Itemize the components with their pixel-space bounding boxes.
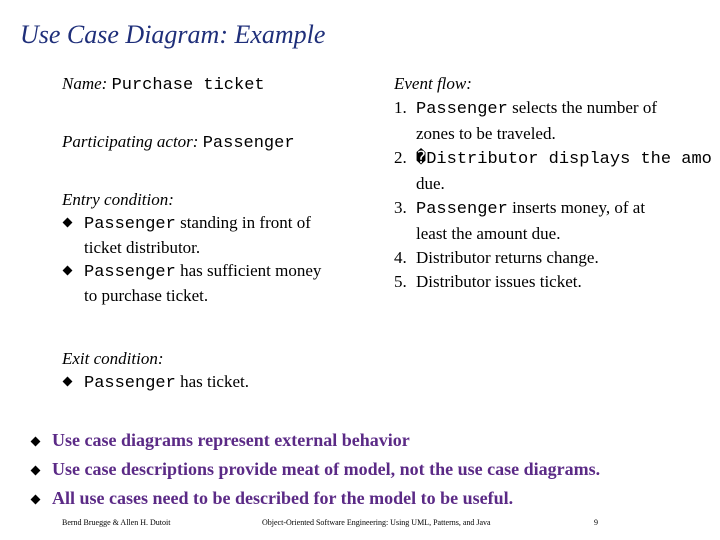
entry-item-code: Passenger bbox=[84, 215, 176, 234]
name-label: Name: bbox=[62, 74, 108, 93]
event-step-number: 1. bbox=[394, 98, 407, 117]
use-case-left-column bbox=[62, 72, 372, 395]
entry-item-text-cont: to purchase ticket. bbox=[84, 286, 209, 305]
exit-label: Exit condition: bbox=[62, 349, 164, 368]
event-step-code: �Distributor displays the amo bbox=[416, 150, 712, 169]
diamond-bullet-icon bbox=[63, 218, 73, 228]
footer-book-title: Object-Oriented Software Engineering: Using UML, Patterns, and Java bbox=[262, 518, 491, 527]
event-step-number: 2. bbox=[394, 148, 407, 167]
entry-item-text: standing in front of bbox=[175, 213, 311, 232]
summary-item bbox=[30, 488, 600, 517]
event-step-text: Distributor returns change. bbox=[416, 248, 599, 267]
event-step bbox=[394, 96, 720, 146]
entry-item bbox=[62, 211, 372, 259]
diamond-bullet-icon bbox=[63, 377, 73, 387]
actor-value: Passenger bbox=[202, 134, 295, 153]
event-step bbox=[394, 246, 720, 270]
diamond-bullet-icon bbox=[63, 266, 73, 276]
event-step-code: Passenger bbox=[416, 100, 508, 119]
event-step bbox=[394, 146, 720, 196]
exit-condition bbox=[62, 347, 372, 395]
actor-label: Participating actor: bbox=[62, 132, 199, 151]
diamond-bullet-icon bbox=[31, 466, 41, 476]
summary-item bbox=[30, 430, 600, 459]
summary-item-text: Use case descriptions provide meat of model, not the use case diagrams. bbox=[52, 459, 601, 479]
event-flow-label: Event flow: bbox=[394, 74, 472, 93]
summary-item-text: Use case diagrams represent external behavior bbox=[52, 430, 410, 450]
diamond-bullet-icon bbox=[31, 495, 41, 505]
summary-list bbox=[30, 430, 600, 517]
event-step-number: 5. bbox=[394, 272, 407, 291]
event-step-text-cont: zones to be traveled. bbox=[416, 124, 556, 143]
event-step bbox=[394, 270, 720, 294]
exit-item-text: has ticket. bbox=[175, 372, 249, 391]
diamond-bullet-icon bbox=[31, 437, 41, 447]
entry-item-text: has sufficient money bbox=[175, 261, 322, 280]
entry-item-code: Passenger bbox=[84, 263, 176, 282]
event-step-text: selects the number of bbox=[507, 98, 658, 117]
actor-row bbox=[62, 130, 372, 155]
summary-item-text: All use cases need to be described for the model to be useful. bbox=[52, 488, 514, 508]
entry-item bbox=[62, 259, 372, 307]
summary-item bbox=[30, 459, 600, 488]
event-step-number: 4. bbox=[394, 248, 407, 267]
entry-condition bbox=[62, 188, 372, 307]
exit-item-code: Passenger bbox=[84, 374, 176, 393]
footer-page-number: 9 bbox=[594, 518, 598, 527]
entry-item-text-cont: ticket distributor. bbox=[84, 238, 201, 257]
event-step-text-cont: least the amount due. bbox=[416, 224, 561, 243]
name-row bbox=[62, 72, 372, 97]
entry-label: Entry condition: bbox=[62, 190, 174, 209]
event-step-text-cont: due. bbox=[416, 174, 445, 193]
event-step-number: 3. bbox=[394, 198, 407, 217]
event-flow-column bbox=[394, 72, 720, 294]
footer-authors: Bernd Bruegge & Allen H. Dutoit bbox=[62, 518, 171, 527]
event-step-text: Distributor issues ticket. bbox=[416, 272, 582, 291]
name-value: Purchase ticket bbox=[111, 76, 265, 95]
exit-item bbox=[62, 370, 372, 395]
slide-title: Use Case Diagram: Example bbox=[20, 20, 326, 49]
event-step-code: Passenger bbox=[416, 200, 508, 219]
event-step-text: inserts money, of at bbox=[507, 198, 646, 217]
event-step bbox=[394, 196, 720, 246]
